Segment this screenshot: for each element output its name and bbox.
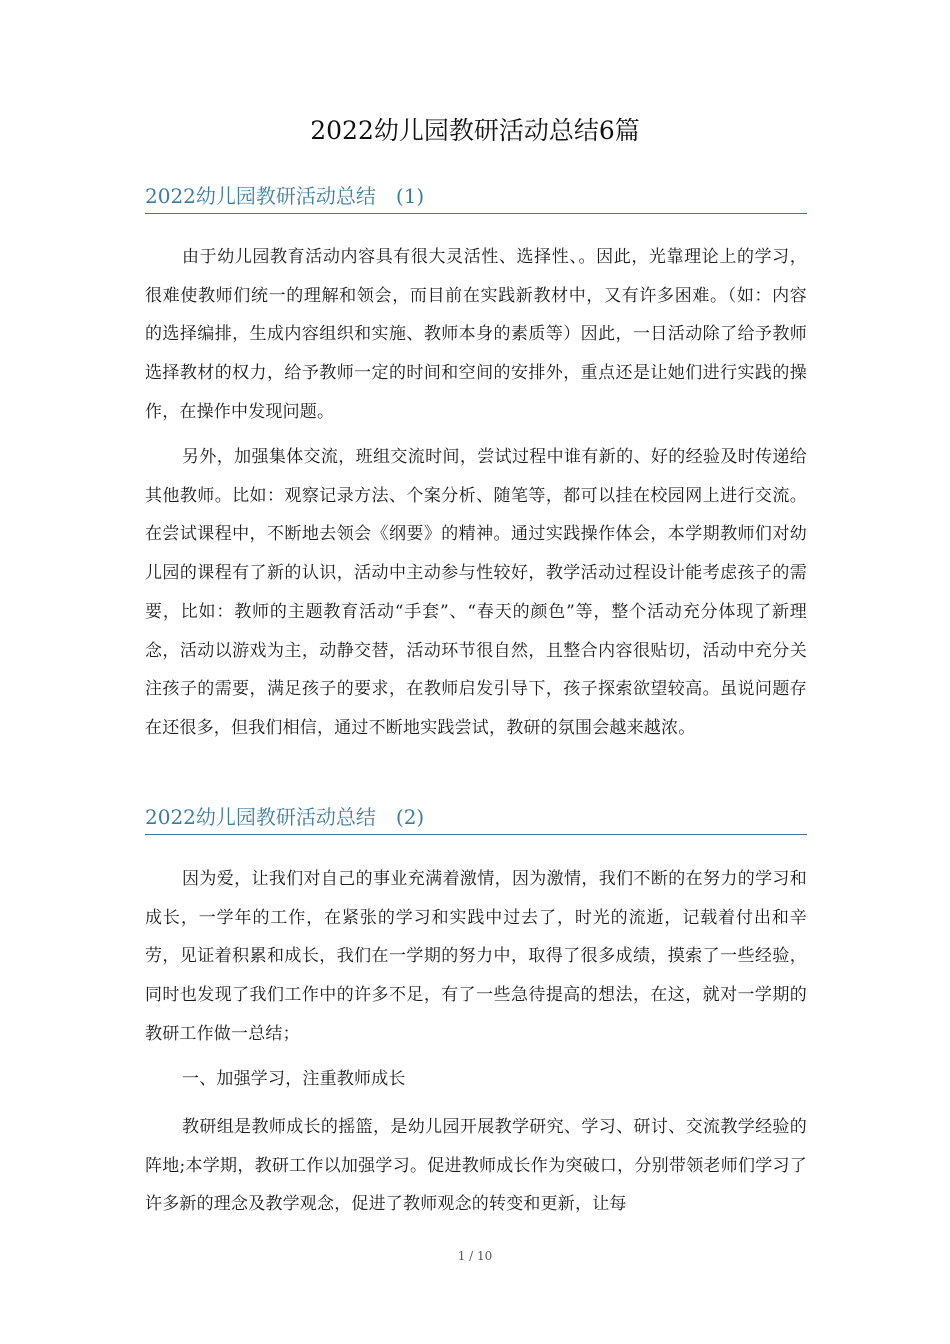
- document-title: 2022幼儿园教研活动总结6篇: [310, 116, 640, 145]
- section-heading-2: 2022幼儿园教研活动总结 (2): [145, 802, 807, 835]
- page-number: 1 / 10: [457, 1249, 493, 1263]
- paragraph: 教研组是教师成长的摇篮，是幼儿园开展教学研究、学习、研讨、交流教学经验的阵地;本学期，教研工作以加强学习。促进教师成长作为突破口，分别带领老师们学习了许多新的理念及教学观念，促进了教师观念的转变和更新，让每: [145, 1117, 807, 1215]
- paragraph: 另外，加强集体交流，班组交流时间，尝试过程中谁有新的、好的经验及时传递给其他教师。比如：观察记录方法、个案分析、随笔等，都可以挂在校园网上进行交流。在尝试课程中，不断地去领会《纲要》的精神。通过实践操作体会，本学期教师们对幼儿园的课程有了新的认识，活动中主动参与性较好，教学活动过程设计能考虑孩子的需要，比如：教师的主题教育活动“手套”、“春天的颜色”等，整个活动充分体现了新理念，活动以游戏为主，动静交替，活动环节很自然，且整合内容很贴切，活动中充分关注孩子的需要，满足孩子的要求，在教师启发引导下，孩子探索欲望较高。虽说问题存在还很多，但我们相信，通过不断地实践尝试，教研的氛围会越来越浓。: [145, 447, 807, 738]
- paragraph: 一、加强学习，注重教师成长: [182, 1069, 406, 1089]
- paragraph: 因为爱，让我们对自己的事业充满着激情，因为激情，我们不断的在努力的学习和成长，一学年的工作，在紧张的学习和实践中过去了，时光的流逝，记载着付出和辛劳，见证着积累和成长，我们在一学期的努力中，取得了很多成绩，摸索了一些经验，同时也发现了我们工作中的许多不足，有了一些急待提高的想法，在这，就对一学期的教研工作做一总结；: [145, 869, 807, 1044]
- paragraph: 由于幼儿园教育活动内容具有很大灵活性、选择性、。因此，光靠理论上的学习，很难使教师们统一的理解和领会，而目前在实践新教材中，又有许多困难。（如：内容的选择编排，生成内容组织和实施、教师本身的素质等）因此，一日活动除了给予教师选择教材的权力，给予教师一定的时间和空间的安排外，重点还是让她们进行实践的操作，在操作中发现问题。: [145, 247, 807, 422]
- section-heading-1: 2022幼儿园教研活动总结 (1): [145, 181, 807, 214]
